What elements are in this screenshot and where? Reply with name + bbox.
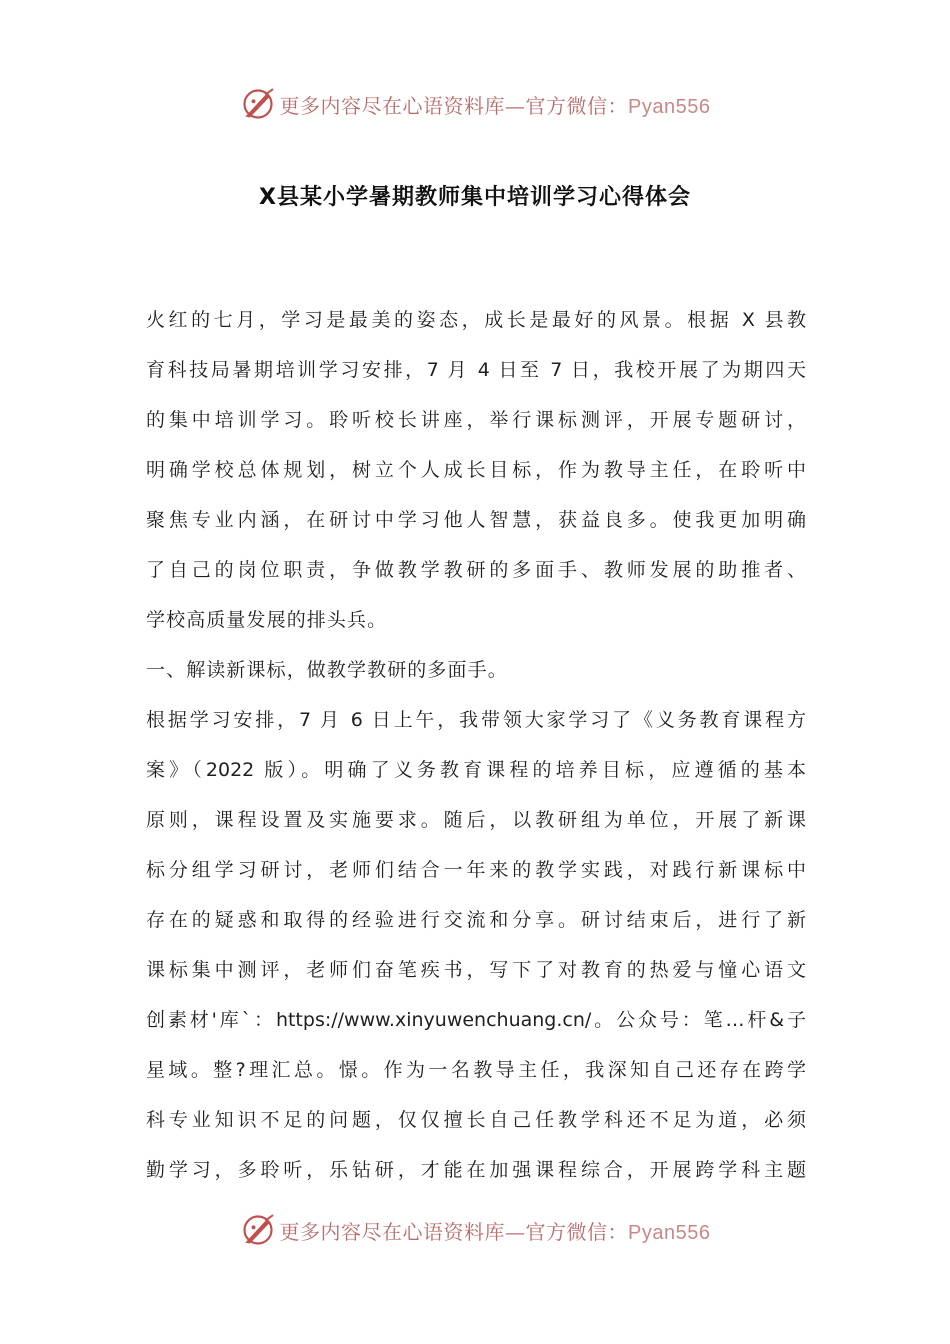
document-body (146, 295, 806, 1195)
body-line: 明确学校总体规划，树立个人成长目标，作为教导主任，在聆听中 (146, 459, 806, 481)
body-line: 科专业知识不足的问题，仅仅擅长自己任教学科还不足为道，必须 (146, 1109, 806, 1131)
watermark-text (280, 1216, 711, 1245)
body-line-paragraph-end: 学校高质量发展的排头兵。 (146, 609, 388, 631)
body-line: 根据学习安排，7 月 6 日上午，我带领大家学习了《义务教育课程方 (146, 709, 806, 731)
body-line: 勤学习，多聆听，乐钻研，才能在加强课程综合，开展跨学科主题 (146, 1159, 806, 1181)
body-line: 存在的疑惑和取得的经验进行交流和分享。研讨结束后，进行了新 (146, 909, 806, 931)
watermark-label: 更多内容尽在心语资料库—官方微信： (279, 93, 629, 118)
body-line: 课标集中测评，老师们奋笔疾书，写下了对教育的热爱与憧心语文 (146, 959, 806, 981)
footer-watermark (0, 1208, 950, 1252)
watermark-wechat-id: Pyan556 (628, 95, 711, 118)
document-title: X县某小学暑期教师集中培训学习心得体会 (259, 185, 691, 210)
body-line: 的集中培训学习。聆听校长讲座，举行课标测评，开展专题研讨， (146, 409, 806, 431)
watermark-text (280, 90, 711, 119)
watermark-wechat-id: Pyan556 (628, 1221, 711, 1244)
body-line: 火红的七月，学习是最美的姿态，成长是最好的风景。根据 X 县教 (146, 309, 806, 331)
body-line: 聚焦专业内涵，在研讨中学习他人智慧，获益良多。使我更加明确 (146, 509, 806, 531)
body-line: 原则，课程设置及实施要求。随后，以教研组为单位，开展了新课 (146, 809, 806, 831)
quill-pen-logo-icon (240, 86, 276, 122)
body-line: 育科技局暑期培训学习安排，7 月 4 日至 7 日，我校开展了为期四天 (146, 359, 806, 381)
body-line: 了自己的岗位职责，争做教学教研的多面手、教师发展的助推者、 (146, 559, 806, 581)
quill-pen-logo-icon (240, 1212, 276, 1248)
watermark-label: 更多内容尽在心语资料库—官方微信： (279, 1219, 629, 1244)
body-line: 案》（2022 版）。明确了义务教育课程的培养目标，应遵循的基本 (146, 759, 806, 781)
body-line: 标分组学习研讨，老师们结合一年来的教学实践，对践行新课标中 (146, 859, 806, 881)
header-watermark (0, 82, 950, 126)
body-line: 星域。整?理汇总。憬。作为一名教导主任，我深知自己还存在跨学 (146, 1059, 806, 1081)
body-line: 创素材'库`：https://www.xinyuwenchuang.cn/。公众号：笔…杆&子 (146, 1009, 806, 1031)
section-heading: 一、解读新课标，做教学教研的多面手。 (146, 659, 508, 681)
